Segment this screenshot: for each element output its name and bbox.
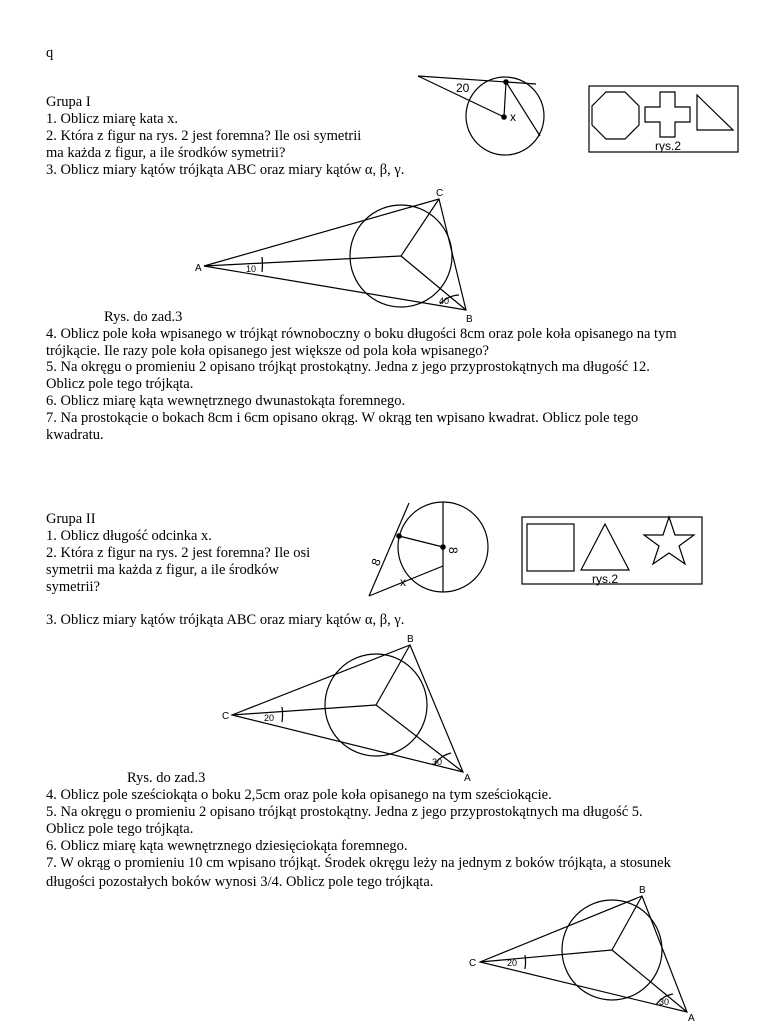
group1-task-5a: 5. Na okręgu o promieniu 2 opisano trójkąt prostokątny. Jedna z jego przyprostokątnych ma długość 12. [46,359,650,375]
group2-task-5b: Oblicz pole tego trójkąta. [46,821,194,837]
group2-task-5a: 5. Na okręgu o promieniu 2 opisano trójkąt prostokątny. Jedna z jego przyprostokątnych ma długość 5. [46,804,643,820]
group1-task-7b: kwadratu. [46,427,104,443]
group2-task-4: 4. Oblicz pole sześciokąta o boku 2,5cm oraz pole koła opisanego na tym sześciokącie. [46,787,552,803]
group2-line-3: symetrii ma każda z figur, a ile środków [46,562,279,578]
group2-line-4: symetrii? [46,579,100,595]
group2-fig1-x: x [400,575,406,589]
group1-line-3: ma każda z figur, a ile środków symetrii? [46,145,286,161]
group2-last-triangle [480,896,687,1012]
group1-task-5b: Oblicz pole tego trójkąta. [46,376,194,392]
group1-line-4: 3. Oblicz miary kątów trójkąta ABC oraz miary kątów α, β, γ. [46,162,405,178]
group2-tri-angle-c: 20 [264,713,275,723]
group1-tri-B: B [466,314,473,325]
group2-task-7a: 7. W okrąg o promieniu 10 cm wpisano trójkąt. Środek okręgu leży na jednym z boków trójkąta, a stosunek [46,855,671,871]
group1-task-4a: 4. Oblicz pole koła wpisanego w trójkąt równoboczny o boku długości 8cm oraz pole koła opisanego na tym [46,326,677,342]
group2-line-5: 3. Oblicz miary kątów trójkąta ABC oraz miary kątów α, β, γ. [46,612,405,628]
group1-rys2-label: rys.2 [655,139,682,153]
group2-rys2-label: rys.2 [592,572,619,586]
group2-last-angle-a: 30 [659,997,670,1007]
group2-title: Grupa II [46,511,96,527]
group2-task-7b: długości pozostałych boków wynosi 3/4. Oblicz pole tego trójkąta. [46,874,434,890]
group1-task-6: 6. Oblicz miarę kąta wewnętrznego dwunastokąta foremnego. [46,393,406,409]
group2-triangle [232,645,463,772]
star-shape [644,517,694,564]
square-shape [527,524,574,571]
group1-tri-angle-a: 10 [246,264,257,274]
group2-last-B: B [639,885,646,896]
group1-task-4b: trójkącie. Ile razy pole koła opisanego jest większe od pola koła wpisanego? [46,343,489,359]
group1-line-2: 2. Która z figur na rys. 2 jest foremna? Ile osi symetrii [46,128,362,144]
header-mark: q [46,45,54,61]
group1-tri-angle-b: 40 [439,296,450,306]
group1-tri-A: A [195,263,202,274]
group2-rys-caption: Rys. do zad.3 [127,770,206,786]
group2-last-angle-c: 20 [507,958,518,968]
group2-tri-B: B [407,634,414,645]
group1-fig1-angle: 20 [456,81,470,95]
group2-tri-C: C [222,711,230,722]
group1-line-1: 1. Oblicz miarę kata x. [46,111,179,127]
group1-title: Grupa I [46,94,91,110]
group2-fig1-len-b: 8 [446,547,460,554]
group2-circle-figure [369,502,488,596]
group1-task-7a: 7. Na prostokącie o bokach 8cm i 6cm opisano okrąg. W okrąg ten wpisano kwadrat. Oblicz pole tego [46,410,639,426]
group2-fig1-len-a: 8 [368,556,384,568]
group2-tri-angle-a: 30 [432,757,443,767]
triangle-shape [581,524,629,570]
group2-tri-A: A [464,773,471,784]
group2-line-1: 1. Oblicz długość odcinka x. [46,528,212,544]
group2-task-6: 6. Oblicz miarę kąta wewnętrznego dziesięciokąta foremnego. [46,838,408,854]
group2-last-C: C [469,958,477,969]
group2-last-A: A [688,1013,695,1024]
group2-line-2: 2. Która z figur na rys. 2 jest foremna? Ile osi [46,545,311,561]
group1-fig1-x: x [510,110,516,124]
group1-tri-C: C [436,188,444,199]
group1-rys-caption: Rys. do zad.3 [104,309,183,325]
